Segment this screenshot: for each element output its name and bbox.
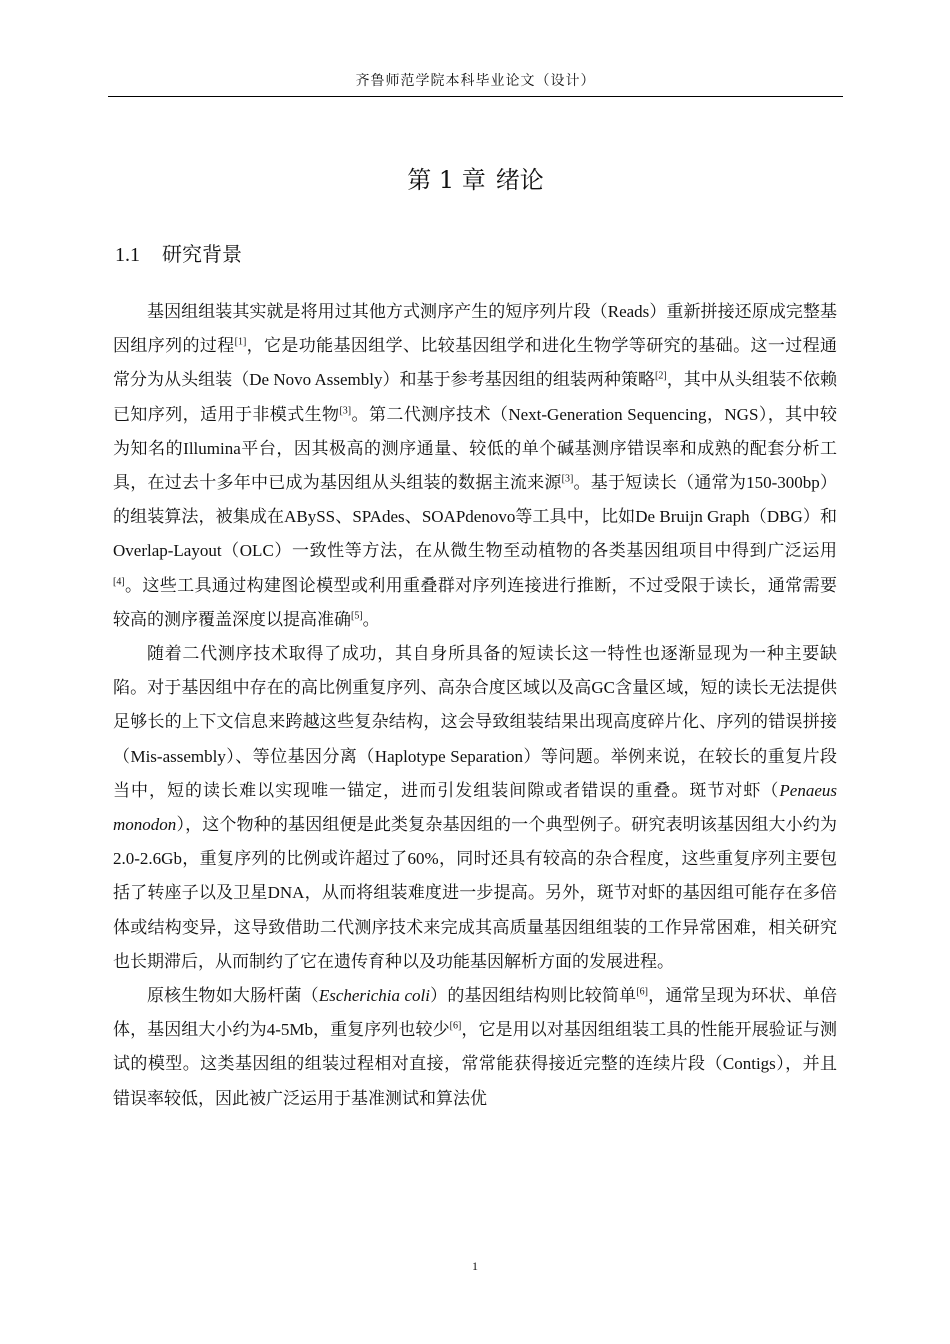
text-run: 。 <box>362 609 380 630</box>
chapter-title <box>108 160 843 195</box>
text-run: （ <box>221 541 240 562</box>
text-run: 4-5Mb <box>266 1020 313 1040</box>
text-run: （ <box>749 507 767 528</box>
text-run: 原核生物如大肠杆菌（ <box>147 986 319 1007</box>
text-run: 2.0-2.6Gb <box>113 849 182 869</box>
citation[interactable]: [6] <box>636 986 648 998</box>
text-run: ）的基因组结构则比较简单 <box>429 986 637 1007</box>
section-number: 1.1 <box>115 244 140 266</box>
text-run: ）等问题。举例来说，在较长的重复片段当中，短的读长难以实现唯一锚定，进而引发组装间隙或者错误的重叠。斑节对虾（ <box>113 746 838 801</box>
text-run: De Novo Assembly <box>249 370 383 390</box>
text-run: Next-Generation Sequencing，NGS <box>508 404 759 424</box>
running-header: 齐鲁师范学院本科毕业论文（设计） <box>108 70 843 97</box>
text-run: 含量区域，短的读长无法提供足够长的上下文信息来跨越这些复杂结构，这会导致组装结果出现高度碎片化、序列的错误拼接（ <box>113 678 838 767</box>
citation[interactable]: [5] <box>351 610 363 622</box>
text-run: Mis-assembly <box>130 746 226 766</box>
species-name: Penaeus monodon <box>113 780 837 835</box>
text-run: Reads <box>607 302 650 321</box>
text-run: 等工具中，比如 <box>515 507 636 528</box>
text-run: ），其中较为知名的 <box>113 404 838 459</box>
text-run: ，从而将组装难度进一步提高。另外，斑节对虾的基因组可能存在多倍体或结构变异，这导致借助二代测序技术来完成其高质量基因组组装的工作异常困难，相关研究也长期滞后，从而制约了它在遗传育种以及功能基因解析方面的发展进程。 <box>113 883 838 972</box>
text-run: ），这个物种的基因组便是此类复杂基因组的一个典型例子。研究表明该基因组大小约为 <box>176 815 837 836</box>
text-run: DBG <box>766 507 803 527</box>
text-run: 150-300bp <box>746 473 820 493</box>
section-name: 研究背景 <box>162 242 242 266</box>
citation[interactable]: [1] <box>234 336 247 348</box>
text-run: ）重新拼接还原成完整基因组序列的过程 <box>113 302 838 357</box>
text-run: ）一致性等方法，在从微生物至动植物的各类基因组项目中得到广泛运用 <box>273 541 838 562</box>
text-run: Haplotype Separation <box>374 746 524 766</box>
body-text <box>113 295 837 1116</box>
text-run: GC <box>591 678 615 698</box>
text-run: ，通常呈现为环状、单倍体，基因组大小约为 <box>113 986 838 1041</box>
chapter-label: 第 1 章 <box>407 166 486 194</box>
text-run: ，它是用以对基因组组装工具的性能开展验证与测试的模型。这类基因组的组装过程相对直接，常常能获得接近完整的连续片段（ <box>113 1020 838 1075</box>
paragraph-2 <box>113 637 837 979</box>
paragraph-3 <box>113 979 837 1116</box>
text-run: 。这些工具通过构建图论模型或利用重叠群对序列连接进行推断，不过受限于读长，通常需要较高的测序覆盖深度以提高准确 <box>113 575 837 630</box>
text-run: Illumina <box>183 438 241 458</box>
citation[interactable]: [2] <box>655 370 667 382</box>
section-heading <box>115 238 242 267</box>
text-run: ）和基于参考基因组的组装两种策略 <box>382 370 656 391</box>
text-run: De Bruijn Graph <box>635 507 750 527</box>
paragraph-1 <box>113 295 837 637</box>
chapter-name: 绪论 <box>495 166 544 194</box>
text-run: ，重复序列也较少 <box>312 1020 450 1041</box>
text-run: 平台，因其极高的测序通量、较低的单个碱基测序错误率和成熟的配套分析工具，在过去十多年中已成为基因组从头组装的数据主流来源 <box>113 438 838 494</box>
page-number: 1 <box>472 1259 478 1273</box>
text-run: ，其中从头组装不依赖已知序列，适用于非模式生物 <box>113 370 837 425</box>
text-run: ，同时还具有较高的杂合程度，这些重复序列主要包括了转座子以及卫星 <box>113 849 838 904</box>
text-run: 60% <box>407 849 439 869</box>
text-run: ABySS、SPAdes、SOAPdenovo <box>284 507 516 527</box>
citation[interactable]: [3] <box>561 473 574 485</box>
text-run: ，它是功能基因组学、比较基因组学和进化生物学等研究的基础。这一过程通常分为从头组装（ <box>113 336 838 391</box>
citation[interactable]: [6] <box>449 1020 462 1032</box>
text-run: ）和 <box>802 507 837 528</box>
text-run: ）的组装算法，被集成在 <box>113 473 838 528</box>
text-run: Contigs <box>722 1054 776 1074</box>
text-run: 。第二代测序技术（ <box>351 404 509 425</box>
text-run: 随着二代测序技术取得了成功，其自身所具备的短读长这一特性也逐渐显现为一种主要缺陷。对于基因组中存在的高比例重复序列、高杂合度区域以及高 <box>113 644 837 699</box>
text-run: 。基于短读长（通常为 <box>573 473 747 494</box>
text-run: 基因组组装其实就是将用过其他方式测序产生的短序列片段（ <box>147 302 608 322</box>
text-run: ）、等位基因分离（ <box>225 746 375 767</box>
citation[interactable]: [3] <box>339 404 352 416</box>
species-name: Escherichia coli <box>318 986 430 1006</box>
citation[interactable]: [4] <box>113 575 125 587</box>
text-run: Overlap-Layout <box>113 541 222 561</box>
text-run: ，重复序列的比例或许超过了 <box>181 849 408 870</box>
text-run: ），并且错误率较低，因此被广泛运用于基准测试和算法优 <box>113 1054 837 1109</box>
text-run: OLC <box>239 541 274 561</box>
text-run: DNA <box>267 883 305 903</box>
